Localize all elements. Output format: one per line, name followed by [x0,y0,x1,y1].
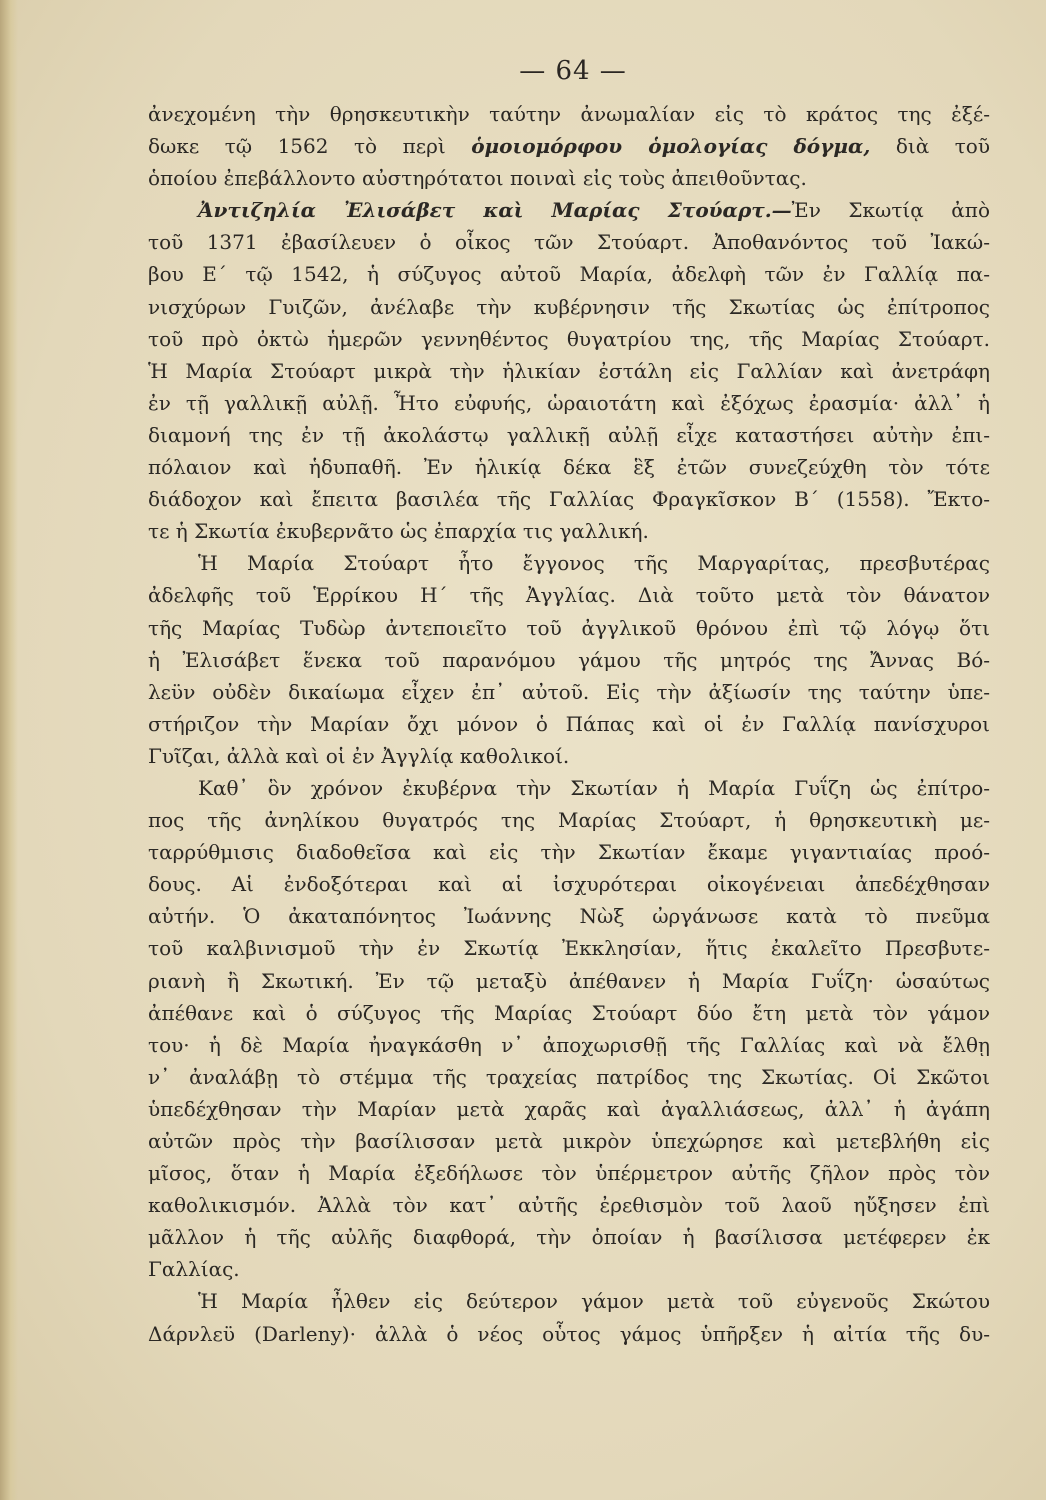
text-line-36: μᾶλλον ἡ τῆς αὐλῆς διαφθορά, τὴν ὁποίαν ἡ βασίλισσα μετέφερεν ἐκ [148,1225,990,1250]
text-line-5: τοῦ 1371 ἐβασίλευεν ὁ οἶκος τῶν Στούαρτ. Ἀποθανόντος τοῦ Ἰακώ- [148,230,990,255]
body-text [148,98,990,1350]
text-line-11: διαμονή της ἐν τῇ ἀκολάστῳ γαλλικῇ αὐλῇ εἶχε καταστήσει αὐτὴν ἐπι- [148,422,990,447]
text-line-8: τοῦ πρὸ ὀκτὼ ἡμερῶν γεννηθέντος θυγατρίου της, τῆς Μαρίας Στούαρτ. [148,326,990,351]
text-line-6: βου Ε΄ τῷ 1542, ἡ σύζυγος αὐτοῦ Μαρία, ἀδελφὴ τῶν ἐν Γαλλίᾳ πα- [148,262,990,287]
text-line-7: νισχύρων Γυιζῶν, ἀνέλαβε τὴν κυβέρνησιν τῆς Σκωτίας ὡς ἐπίτροπος [148,294,990,319]
text-line-18: ἡ Ἐλισάβετ ἕνεκα τοῦ παρανόμου γάμου τῆς μητρός της Ἄννας Βό- [148,647,990,672]
text-line-21: Γυῖζαι, ἀλλὰ καὶ οἱ ἐν Ἀγγλίᾳ καθολικοί. [148,743,570,768]
text-line-14: τε ἡ Σκωτία ἐκυβερνᾶτο ὡς ἐπαρχία τις γαλλική. [148,519,649,544]
text-line-20: στήριζον τὴν Μαρίαν ὄχι μόνον ὁ Πάπας καὶ οἱ ἐν Γαλλίᾳ πανίσχυροι [148,711,990,736]
text-line-25: δους. Αἱ ἐνδοξότεραι καὶ αἱ ἰσχυρότεραι οἰκογένειαι ἀπεδέχθησαν [148,872,990,897]
text-line-12: πόλαιον καὶ ἡδυπαθῆ. Ἐν ἡλικίᾳ δέκα ἓξ ἐτῶν συνεζεύχθη τὸν τότε [148,455,990,480]
section-heading: Ἀντιζηλία Ἐλισάβετ καὶ Μαρίας Στούαρτ.— [198,198,792,223]
text-line-32: ὑπεδέχθησαν τὴν Μαρίαν μετὰ χαρᾶς καὶ ἀγαλλιάσεως, ἀλλ᾽ ἡ ἀγάπη [148,1096,990,1121]
page-number: — 64 — [519,56,627,86]
text-line-23: πος τῆς ἀνηλίκου θυγατρός της Μαρίας Στούαρτ, ἡ θρησκευτικὴ με- [148,808,990,833]
text-line-28: ριανὴ ἢ Σκωτική. Ἐν τῷ μεταξὺ ἀπέθανεν ἡ Μαρία Γυΐζη· ὡσαύτως [148,968,990,993]
text-line-24: ταρρύθμισις διαδοθεῖσα καὶ εἰς τὴν Σκωτίαν ἔκαμε γιγαντιαίας προό- [148,840,990,865]
text-line-39: Δάρνλεϋ (Darleny)· ἀλλὰ ὁ νέος οὗτος γάμος ὑπῆρξεν ἡ αἰτία τῆς δυ- [148,1321,990,1346]
text-line-9: Ἡ Μαρία Στούαρτ μικρὰ τὴν ἡλικίαν ἐστάλη εἰς Γαλλίαν καὶ ἀνετράφη [148,358,990,383]
text-line-37: Γαλλίας. [148,1257,240,1282]
text-line-17: τῆς Μαρίας Τυδὼρ ἀντεποιεῖτο τοῦ ἀγγλικοῦ θρόνου ἐπὶ τῷ λόγῳ ὅτι [148,615,990,640]
text-line-4: Ἀντιζηλία Ἐλισάβετ καὶ Μαρίας Στούαρτ.—Ἐν Σκωτίᾳ ἀπὸ [198,198,990,223]
text-line-16: ἀδελφῆς τοῦ Ἑρρίκου Η΄ τῆς Ἀγγλίας. Διὰ τοῦτο μετὰ τὸν θάνατον [148,583,990,608]
text-line-19: λεϋν οὐδὲν δικαίωμα εἶχεν ἐπ᾽ αὐτοῦ. Εἰς τὴν ἀξίωσίν της ταύτην ὑπε- [148,679,990,704]
text-line-34: μῖσος, ὅταν ἡ Μαρία ἐξεδήλωσε τὸν ὑπέρμετρον αὐτῆς ζῆλον πρὸς τὸν [148,1161,990,1186]
text-line-15: Ἡ Μαρία Στούαρτ ἦτο ἔγγονος τῆς Μαργαρίτας, πρεσβυτέρας [198,551,990,576]
text-line-3: ὁποίου ἐπεβάλλοντο αὐστηρότατοι ποιναὶ εἰς τοὺς ἀπειθοῦντας. [148,166,807,191]
text-line-13: διάδοχον καὶ ἔπειτα βασιλέα τῆς Γαλλίας Φραγκῖσκον Β΄ (1558). Ἔκτο- [148,487,990,512]
text-line-27: τοῦ καλβινισμοῦ τὴν ἐν Σκωτίᾳ Ἐκκλησίαν, ἥτις ἐκαλεῖτο Πρεσβυτε- [148,936,990,961]
text-line-22: Καθ᾽ ὃν χρόνον ἐκυβέρνα τὴν Σκωτίαν ἡ Μαρία Γυΐζη ὡς ἐπίτρο- [198,775,990,800]
text-line-26: αὐτήν. Ὁ ἀκαταπόνητος Ἰωάννης Νὼξ ὠργάνωσε κατὰ τὸ πνεῦμα [148,904,990,929]
italic-phrase: ὁμοιομόρφου ὁμολογίας δόγμα, [471,134,871,159]
text-line-38: Ἡ Μαρία ἦλθεν εἰς δεύτερον γάμον μετὰ τοῦ εὐγενοῦς Σκώτου [198,1289,990,1314]
text-line-29: ἀπέθανε καὶ ὁ σύζυγος τῆς Μαρίας Στούαρτ δύο ἔτη μετὰ τὸν γάμον [148,1000,990,1025]
text-line-30: του· ἡ δὲ Μαρία ἠναγκάσθη ν᾽ ἀποχωρισθῇ τῆς Γαλλίας καὶ νὰ ἔλθῃ [148,1032,990,1057]
text-line-33: αὐτῶν πρὸς τὴν βασίλισσαν μετὰ μικρὸν ὑπεχώρησε καὶ μετεβλήθη εἰς [148,1129,990,1153]
text-line-2: δωκε τῷ 1562 τὸ περὶ ὁμοιομόρφου ὁμολογίας δόγμα, διὰ τοῦ [148,134,990,159]
text-line-10: ἐν τῇ γαλλικῇ αὐλῇ. Ἦτο εὐφυής, ὡραιοτάτη καὶ ἐξόχως ἐρασμία· ἀλλ᾽ ἡ [148,390,990,415]
text-line-35: καθολικισμόν. Ἀλλὰ τὸν κατ᾽ αὐτῆς ἐρεθισμὸν τοῦ λαοῦ ηὔξησεν ἐπὶ [148,1193,990,1218]
text-line-1: ἀνεχομένη τὴν θρησκευτικὴν ταύτην ἀνωμαλίαν εἰς τὸ κράτος της ἐξέ- [148,102,990,126]
text-line-31: ν᾽ ἀναλάβῃ τὸ στέμμα τῆς τραχείας πατρίδος της Σκωτίας. Οἱ Σκῶτοι [148,1064,990,1089]
page-edge-shadow [0,0,18,1500]
